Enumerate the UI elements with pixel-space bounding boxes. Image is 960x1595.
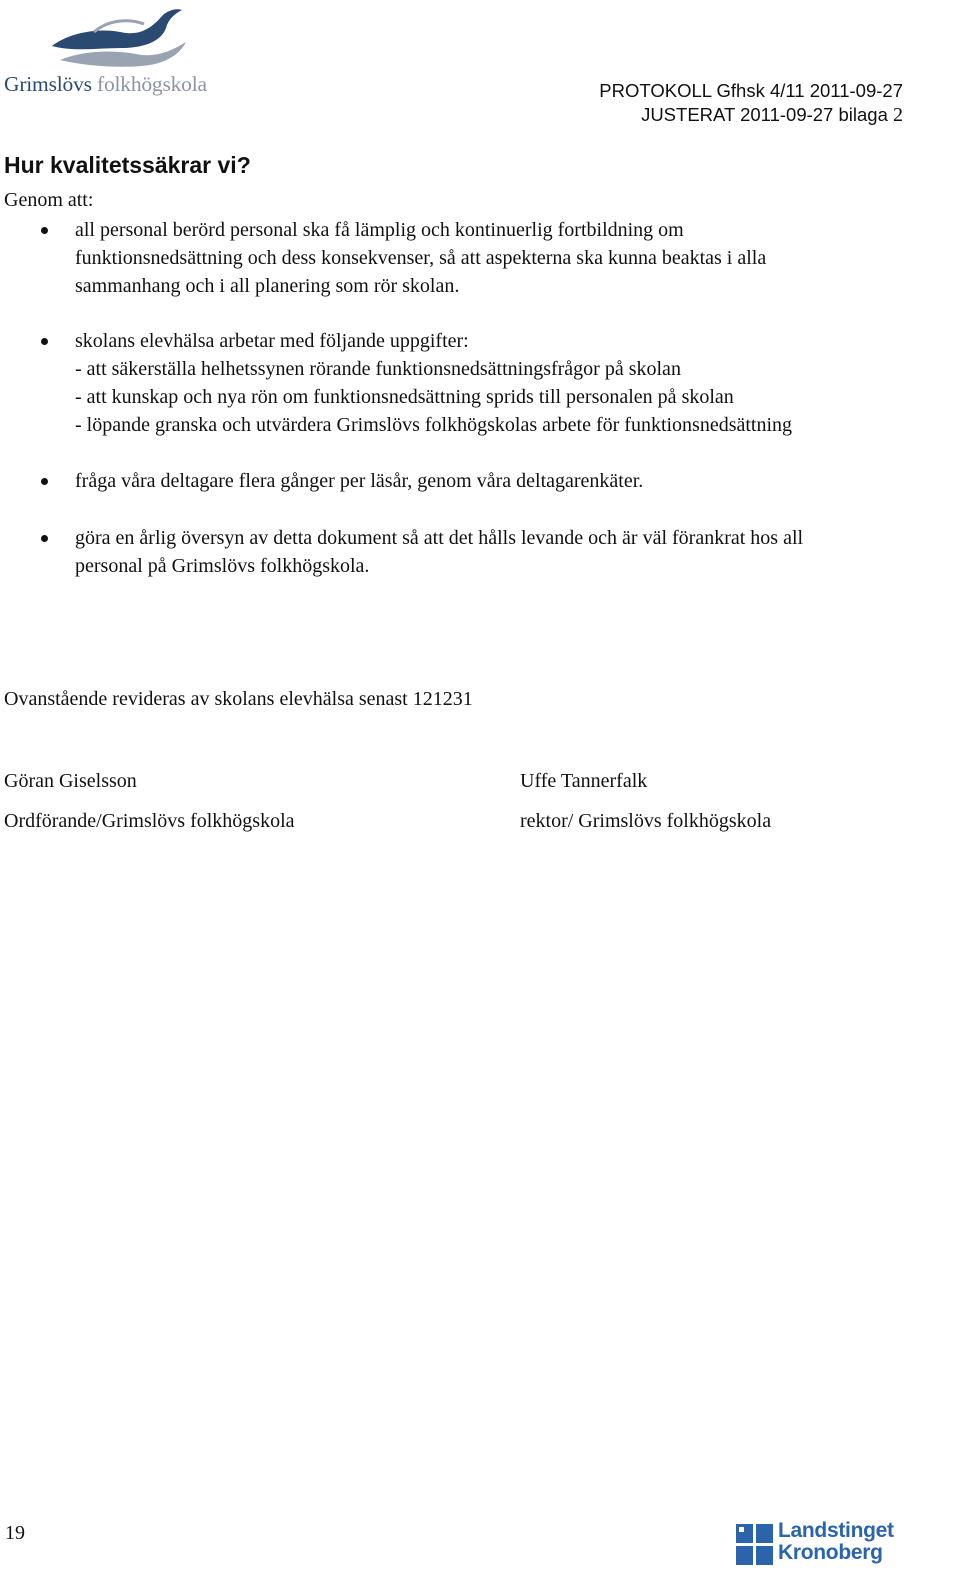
- protocol-reference: PROTOKOLL Gfhsk 4/11 2011-09-27: [599, 80, 903, 101]
- list-line: funktionsnedsättning och dess konsekvenser, så att aspekterna ska kunna beaktas i alla: [75, 247, 767, 269]
- annex-number: 2: [893, 104, 903, 126]
- list-line: fråga våra deltagare flera gånger per läsår, genom våra deltagarenkäter.: [75, 470, 644, 492]
- partner-logo-text: [778, 1520, 894, 1564]
- adjusted-reference: [641, 104, 903, 127]
- partner-logo: [736, 1520, 906, 1570]
- list-line: all personal berörd personal ska få lämplig och kontinuerlig fortbildning om: [75, 219, 684, 241]
- partner-name-line2: Kronoberg: [778, 1541, 883, 1564]
- page-number: 19: [5, 1522, 25, 1544]
- signatory-role-left: Ordförande/Grimslövs folkhögskola: [4, 810, 295, 832]
- bullet-icon: [41, 227, 48, 234]
- partner-name-line1: Landstinget: [778, 1519, 894, 1542]
- signatory-name-right: Uffe Tannerfalk: [520, 770, 648, 792]
- page-title: Hur kvalitetssäkrar vi?: [4, 152, 251, 178]
- list-line: - att kunskap och nya rön om funktionsnedsättning sprids till personalen på skolan: [75, 386, 734, 408]
- closing-text: Ovanstående revideras av skolans elevhälsa senast 121231: [4, 688, 473, 710]
- adjusted-reference-text: JUSTERAT 2011-09-27 bilaga: [641, 104, 893, 125]
- bullet-icon: [41, 535, 48, 542]
- bullet-icon: [41, 338, 48, 345]
- seal-logo-icon: [50, 2, 190, 72]
- signatory-role-right: rektor/ Grimslövs folkhögskola: [520, 810, 772, 832]
- logo-name-part1: Grimslövs: [4, 72, 92, 96]
- bullet-icon: [41, 478, 48, 485]
- list-line: sammanhang och i all planering som rör skolan.: [75, 275, 460, 297]
- list-line: personal på Grimslövs folkhögskola.: [75, 555, 370, 577]
- partner-logo-icon: [736, 1524, 776, 1566]
- list-line: göra en årlig översyn av detta dokument så att det hålls levande och är väl förankrat hos all: [75, 527, 804, 549]
- list-line: skolans elevhälsa arbetar med följande uppgifter:: [75, 330, 469, 352]
- intro-text: Genom att:: [4, 189, 94, 211]
- signatory-name-left: Göran Giselsson: [4, 770, 137, 792]
- school-logo: [2, 2, 238, 106]
- logo-name-part2: folkhögskola: [96, 72, 207, 96]
- list-line: - löpande granska och utvärdera Grimslövs folkhögskolas arbete för funktionsnedsättning: [75, 414, 793, 436]
- list-line: - att säkerställa helhetssynen rörande funktionsnedsättningsfrågor på skolan: [75, 358, 681, 380]
- school-logo-text: [4, 72, 207, 97]
